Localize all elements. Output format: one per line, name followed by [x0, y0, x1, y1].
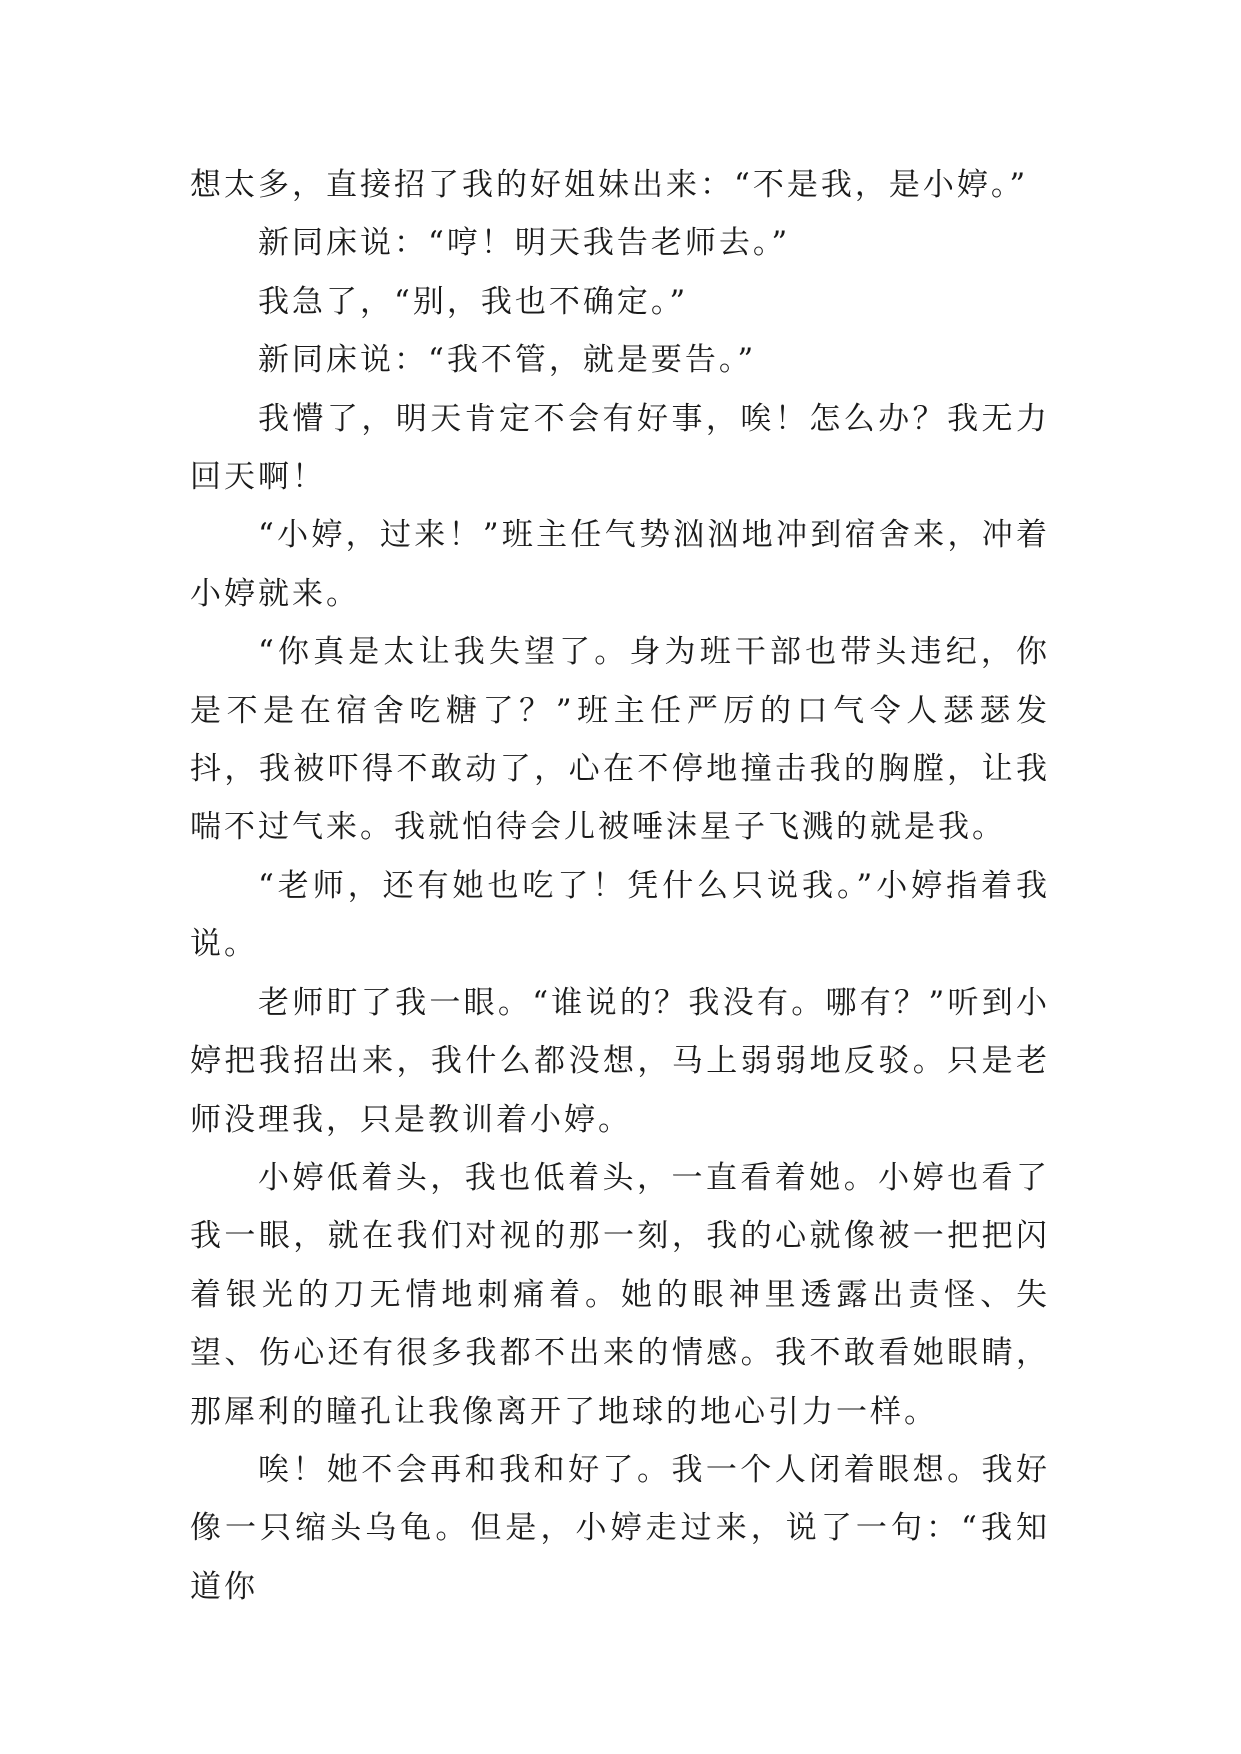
paragraph-11: 唉！她不会再和我和好了。我一个人闭着眼想。我好像一只缩头乌龟。但是，小婷走过来，说了一句：“我知道你 — [190, 1451, 1050, 1605]
paragraph-7: “你真是太让我失望了。身为班干部也带头违纪，你是不是在宿舍吃糖了？”班主任严厉的口气令人瑟瑟发抖，我被吓得不敢动了，心在不停地撞击我的胸膛，让我喘不过气来。我就怕待会儿被唾沫星子飞溅的就是我。 — [190, 634, 1050, 846]
paragraph-2: 新同床说：“哼！明天我告老师去。” — [258, 225, 791, 262]
body-text — [190, 156, 1050, 1616]
paragraph-1: 想太多，直接招了我的好姐妹出来：“不是我，是小婷。” — [190, 167, 1029, 203]
paragraph-9: 老师盯了我一眼。“谁说的？我没有。哪有？”听到小婷把我招出来，我什么都没想，马上弱弱地反驳。只是老师没理我，只是教训着小婷。 — [190, 984, 1050, 1138]
paragraph-5: 我懵了，明天肯定不会有好事，唉！怎么办？我无力回天啊！ — [190, 400, 1050, 496]
paragraph-10: 小婷低着头，我也低着头，一直看着她。小婷也看了我一眼，就在我们对视的那一刻，我的心就像被一把把闪着银光的刀无情地刺痛着。她的眼神里透露出责怪、失望、伤心还有很多我都不出来的情感。我不敢看她眼睛，那犀利的瞳孔让我像离开了地球的地心引力一样。 — [190, 1159, 1050, 1430]
paragraph-4: 新同床说：“我不管，就是要告。” — [258, 342, 757, 379]
paragraph-6: “小婷，过来！”班主任气势汹汹地冲到宿舍来，冲着小婷就来。 — [190, 517, 1050, 612]
paragraph-3: 我急了，“别，我也不确定。” — [258, 283, 689, 320]
paragraph-8: “老师，还有她也吃了！凭什么只说我。”小婷指着我说。 — [190, 867, 1050, 963]
